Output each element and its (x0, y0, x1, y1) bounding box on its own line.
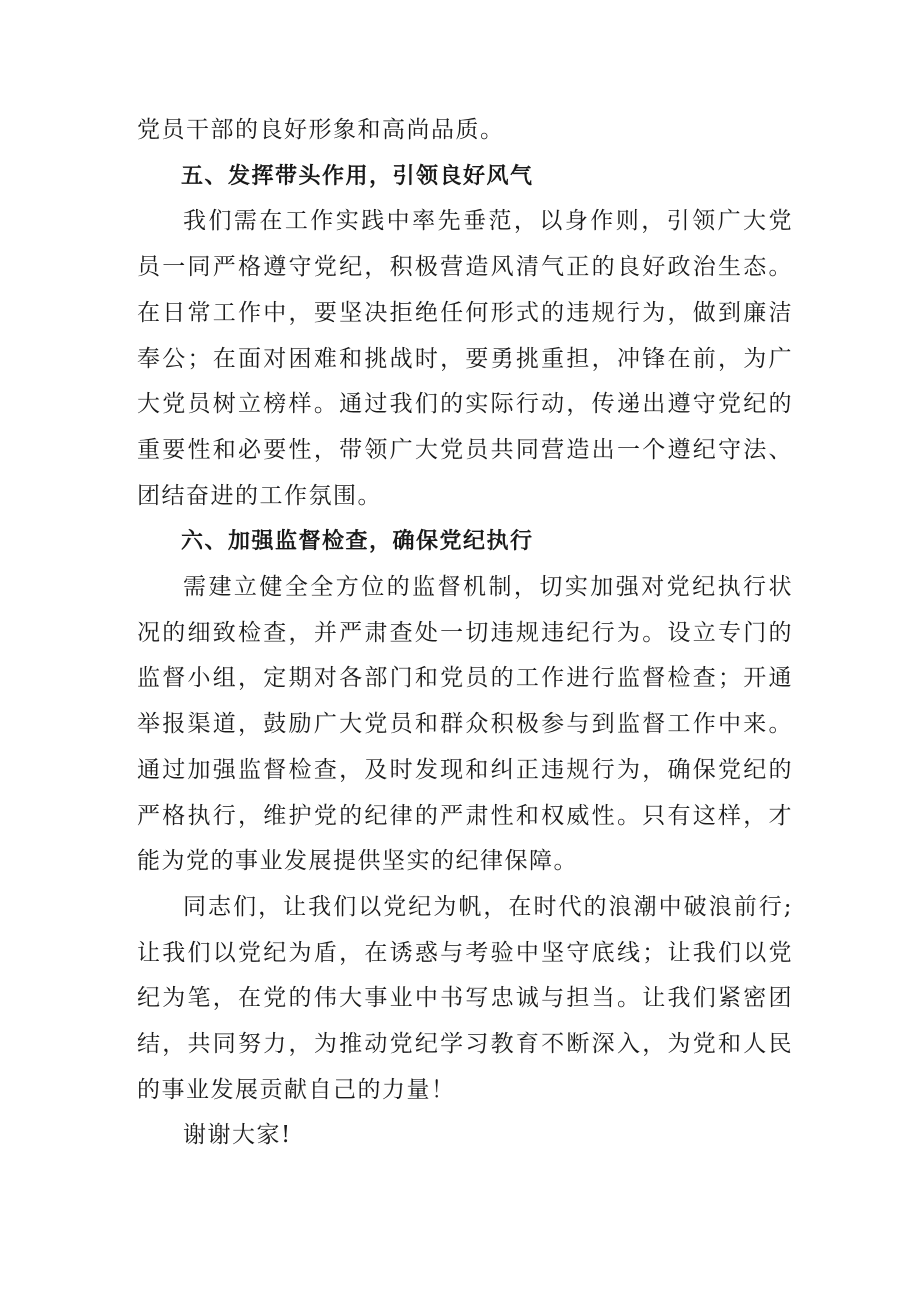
continuation-paragraph: 党员干部的良好形象和高尚品质。 (137, 117, 505, 143)
section-5-paragraph: 我们需在工作实践中率先垂范，以身作则，引领广大党员一同严格遵守党纪，积极营造风清气正的良好政治生态。在日常工作中，要坚决拒绝任何形式的违规行为，做到廉洁奉公；在面对困难和挑战时，要勇挑重担，冲锋在前，为广大党员树立榜样。通过我们的实际行动，传递出遵守党纪的重要性和必要性，带领广大党员共同营造出一个遵纪守法、团结奋进的工作氛围。 (137, 208, 793, 509)
conclusion-paragraph: 同志们，让我们以党纪为帆，在时代的浪潮中破浪前行;让我们以党纪为盾，在诱惑与考验中坚守底线；让我们以党纪为笔，在党的伟大事业中书写忠诚与担当。让我们紧密团结，共同努力，为推动党纪学习教育不断深入，为党和人民的事业发展贡献自己的力量！ (137, 893, 793, 1103)
section-5-heading: 五、发挥带头作用，引领良好风气 (181, 163, 534, 189)
section-6-heading: 六、加强监督检查，确保党纪执行 (181, 529, 534, 555)
closing-line: 谢谢大家! (183, 1122, 292, 1149)
section-6-paragraph: 需建立健全全方位的监督机制，切实加强对党纪执行状况的细致检查，并严肃查处一切违规违纪行为。设立专门的监督小组，定期对各部门和党员的工作进行监督检查；开通举报渠道，鼓励广大党员和群众积极参与到监督工作中来。通过加强监督检查，及时发现和纠正违规行为，确保党纪的严格执行，维护党的纪律的严肃性和权威性。只有这样，才能为党的事业发展提供坚实的纪律保障。 (137, 574, 793, 875)
document-body (137, 108, 793, 1159)
